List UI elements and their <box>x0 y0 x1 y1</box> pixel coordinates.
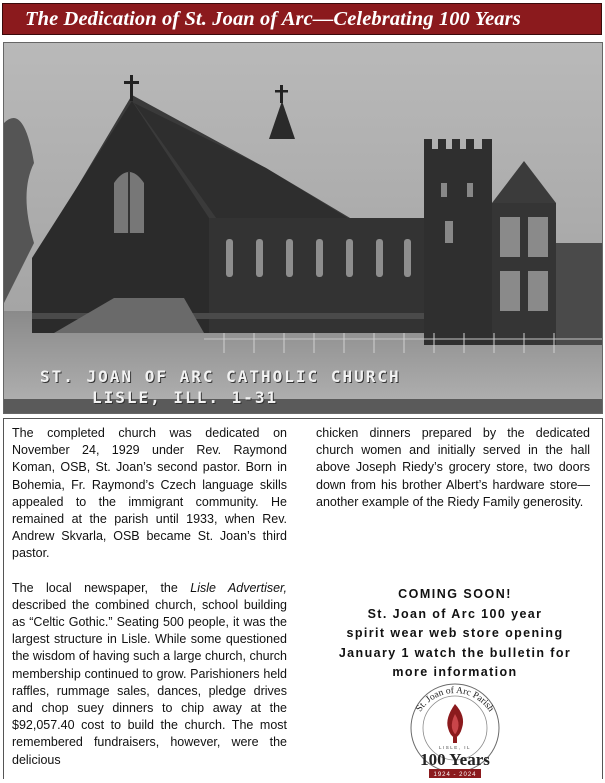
church-photo <box>3 42 603 414</box>
article-textbox <box>3 418 603 779</box>
left-paragraph-2-after: described the combined church, school building as “Celtic Gothic.” Seating 500 people, it was the largest structure in Lisle. While some questioned the wisdom of having such a large church, church membership continued to grow. Parishioners held raffles, rummage sales, dances, pledge drives and chop suey dinners to chip away at the $92,057.40 cost to build the church. The most remembered fundraisers, however, were the delicious <box>12 597 287 767</box>
logo-ring-text: St. Joan of Arc Parish <box>414 685 496 714</box>
logo-location: LISLE, IL <box>438 745 472 750</box>
logo-years: 100 Years <box>420 750 490 769</box>
coming-soon-heading: COMING SOON! <box>398 587 512 601</box>
promo-line-3: January 1 watch the bulletin for <box>338 645 572 660</box>
photo-caption-line1: ST. JOAN OF ARC CATHOLIC CHURCH <box>40 367 401 386</box>
promo-line-2: spirit wear web store opening <box>346 626 564 640</box>
newspaper-name: Lisle Advertiser, <box>190 580 287 595</box>
title-banner <box>2 3 602 35</box>
promo-line-1: St. Joan of Arc 100 year <box>367 606 543 621</box>
promo-line-4: more information <box>392 665 518 679</box>
photo-caption-line2: LISLE, ILL. 1-31 <box>92 388 279 407</box>
right-paragraph-1: chicken dinners prepared by the dedicated church women and initially served in the hall above Joseph Riedy’s grocery store, two doors down from his brother Albert’s hardware store—another example of the Riedy Family generosity. <box>316 426 590 509</box>
centennial-logo <box>396 682 514 778</box>
church-photo-image <box>4 43 603 414</box>
left-paragraph-2-before: The local newspaper, the <box>12 580 191 595</box>
coming-soon-notice <box>316 585 594 683</box>
left-column <box>12 425 287 769</box>
page-title: The Dedication of St. Joan of Arc—Celebrating 100 Years <box>25 8 521 30</box>
logo-dates: 1924 - 2024 <box>433 772 477 778</box>
left-paragraph-2 <box>12 580 287 769</box>
left-paragraph-1: The completed church was dedicated on November 24, 1929 under Rev. Raymond Koman, OSB, St. Joan’s second pastor. Born in Bohemia, Fr. Raymond’s Czech language skills appealed to the immigrant community. He remained at the parish until 1933, when Rev. Andrew Skvarla, OSB became St. Joan’s third pastor. <box>12 426 287 561</box>
right-column <box>316 425 590 511</box>
